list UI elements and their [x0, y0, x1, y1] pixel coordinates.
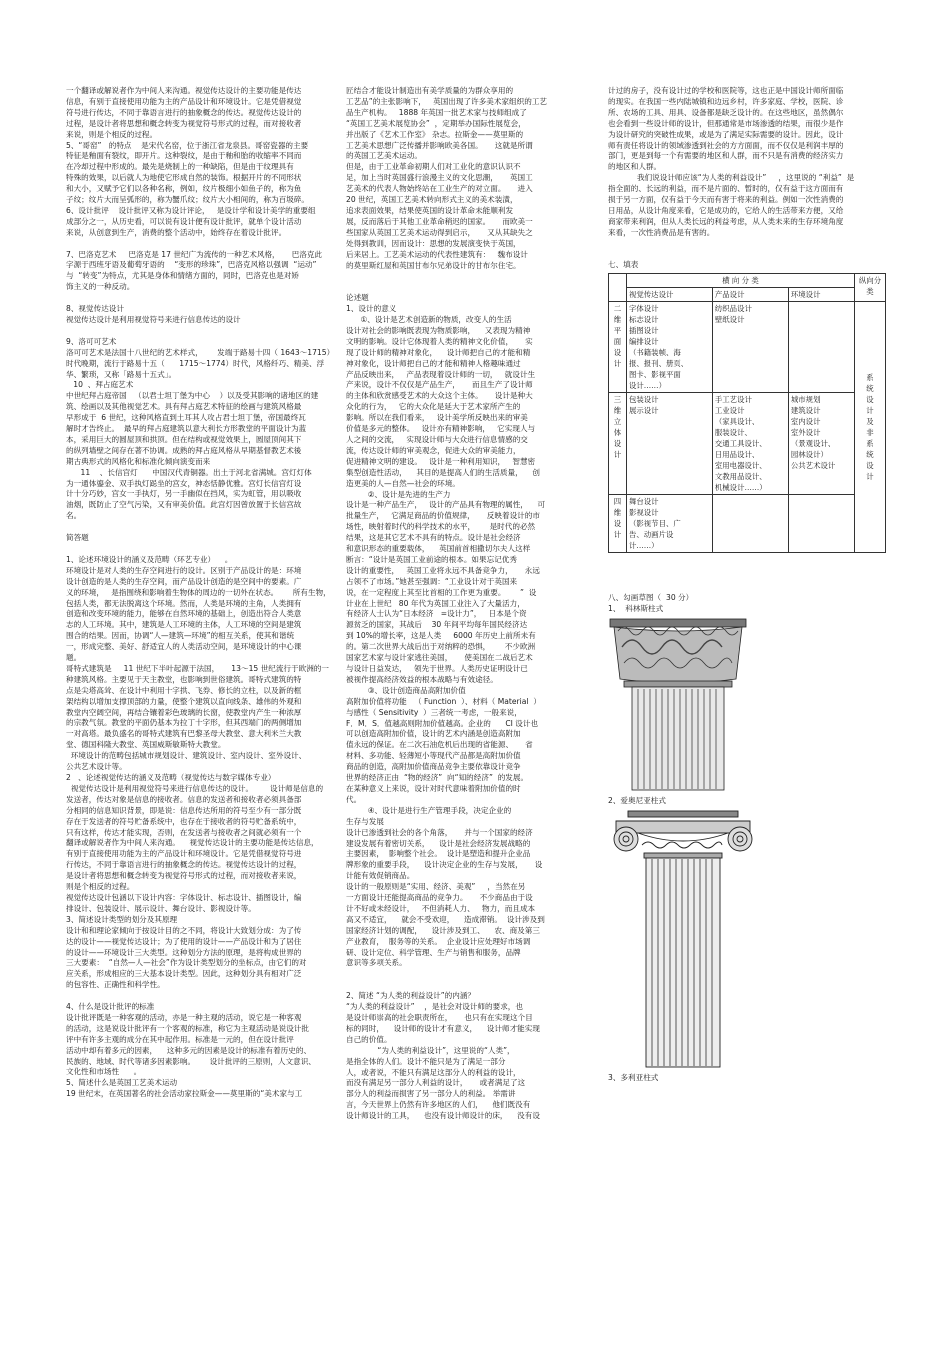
text-line: 追求表面效果，结果使英国的设计革命未能顺利发: [346, 205, 514, 215]
text-line: 为一通体鎏金、双手执灯跽坐的宫女，神态恬静优雅。宫灯长信宫灯设: [66, 478, 302, 488]
text-line: 些国家从英国工艺美术运动得到启示， 又从其缺失之: [346, 227, 533, 237]
text-line: 8、视觉传达设计: [66, 304, 124, 314]
text-line: 造更美的人—自然—社会的环境。: [346, 478, 460, 488]
table-cell-line: 插图设计: [629, 326, 659, 336]
text-line: 高又不适宜， 就会不受欢迎， 造成滞销。 设计涉及到: [346, 914, 545, 924]
text-line: 特殊的效果，以后就人为地使它形成自然的装饰。根据开片的不同形状: [66, 173, 302, 183]
text-line: 也会看到一些设计师的设计，但那通常是市场渗透的结果，而很少是作: [608, 118, 844, 128]
table-cell-line: （家具设计、: [714, 417, 760, 427]
sketch-label-doric: 3、多利亚柱式: [608, 1073, 659, 1083]
text-line: 一，形成完整、美好、舒适宜人的人类活动空间，是环境设计的中心课: [66, 642, 302, 652]
text-line: 6、设计批评 设计批评又称为设计评论， 是设计学和设计美学的重要组: [66, 205, 316, 215]
text-line: 一方面设计还能提高商品的竞争力。 不少商品由于设: [346, 893, 533, 903]
text-line: 人之间的交流， 实现设计师与大众进行信息情感的交: [346, 434, 528, 444]
sketch-label-corinthian: 1、 科林斯柱式: [608, 604, 664, 614]
text-line: 牌形象的重要手段， 设计决定企业的生存与发展， 设: [346, 860, 543, 870]
table-cell: [627, 302, 713, 393]
text-line: 只有这样，传达才能实现，否则，在发送者与接收者之间就必须有一个: [66, 827, 302, 837]
text-line: 与设计日益发达， 领先于世界。人类历史证明设计已: [346, 664, 528, 673]
text-line: ③、设计创造商品高附加价值: [346, 685, 466, 695]
text-line: 信息，有别于直接使用功能为主的产品设计和环境设计。它是凭借视觉: [66, 96, 302, 106]
text-line: 成部分之一，从历史看，可以说有设计便有设计批评，就单个设计活动: [66, 216, 302, 226]
text-line: 在某种意义上来说，设计对时代意味着附加价值的时: [346, 783, 521, 793]
text-line: 9、洛可可艺术: [66, 336, 117, 346]
text-line: 代。: [346, 794, 362, 804]
table-subheader-environment: 环境设计: [788, 288, 854, 302]
text-line: 有经济人士认为“日本经济 =设计力”， 日本是个资: [346, 609, 527, 619]
table-cell-line: 建筑设计: [790, 406, 821, 416]
text-line: 计能有效促销商品。: [346, 871, 415, 881]
text-line: 生存与发展: [346, 816, 384, 826]
column-right: [608, 86, 886, 1084]
text-line: 计不好或未经设计， 不但消耗人力、 物力，而且成本: [346, 903, 536, 913]
table-cell-line: 维: [613, 406, 622, 416]
text-line: 设计和和理论家倾向于按设计目的之不同，将设计大致划分成：为了传: [66, 925, 302, 935]
classification-table: [608, 273, 886, 553]
text-line: 来说，则是个相反的过程。: [66, 129, 158, 139]
table-cell-line: 纺织品设计: [714, 304, 752, 314]
text-line: 计过的房子，没有设计过的学校和医院等，这也正是中国设计师所面临: [608, 86, 844, 95]
table-cell-line: 四: [613, 497, 622, 507]
text-line: 主要因素， 影响整个社会。 设计是塑造和提升企业品: [346, 849, 531, 859]
table-cell-line: 公共艺术设计: [790, 461, 836, 471]
text-line: 志的人工环境。其中，建筑是人工环境的主体，人工环境的空间是建筑: [66, 620, 302, 630]
text-line: 公共艺术设计等。: [66, 762, 127, 772]
text-line: 高附加价值将功能 （ Function ）、材料（ Material ）: [346, 696, 541, 706]
text-line: 被视作提高经济效益的根本战略与有效途径。: [346, 674, 498, 684]
text-line: 中世纪拜占庭帝国 （以君士坦丁堡为中心 ）以及受其影响的诸地区的建: [66, 391, 319, 401]
table-cell-line: 服装设计、: [714, 428, 752, 438]
table-cell-line: 标志设计: [629, 315, 659, 325]
text-line: 值永远的保证。在二次石油危机后出现的省能源、 省: [346, 740, 533, 750]
corinthian-column-image: [608, 617, 748, 792]
text-line: [66, 239, 336, 250]
text-line: 2、简述 “为人类的利益设计”的内涵？: [346, 991, 476, 1001]
text-line: 的宗教气氛。教堂的平面仍基本为拉丁十字形，但其西端门的两侧增加: [66, 718, 302, 728]
text-line: “为人类的利益设计”，这里说的“人类”，: [346, 1045, 515, 1055]
text-line: 世界的经济正由 “物的经济” 向“知的经济” 的发展。: [346, 773, 529, 783]
table-cell-line: 计: [866, 472, 874, 482]
text-line: 4、什么是设计批评的标准: [66, 1002, 155, 1012]
text-line: 设计创造的是人类的生存空间，而产品设计创造的是空间中的要素。广: [66, 576, 302, 586]
text-line: 时代晚期，流行于路易十五（ 1715～1774）时代，风格纤巧、精美、浮: [66, 358, 325, 368]
text-line: 产业教育， 服务等的关系。 企业设计应处理好市场调: [346, 936, 531, 946]
table-cell-line: 告、动画片设: [629, 530, 674, 540]
text-line: 标的同时， 设计师的设计才有意义， 设计师才能实现: [346, 1023, 540, 1033]
table-row-label: [609, 495, 627, 553]
text-line: 艺美术的代表人物始终站在工业生产的对立面。 进入: [346, 184, 533, 194]
table-cell-line: 设: [613, 439, 622, 449]
text-line: 神对象化，设计师把自己的才能和精神人格趣味通过: [346, 358, 521, 368]
text-line: 1、设计的意义: [346, 304, 397, 314]
table-cell: [712, 302, 788, 393]
text-line: 场性，映射着时代的科学技术的水平， 是时代的必然: [346, 522, 536, 532]
text-line: 在冷却过程中形成的。最先是烧制上的一种缺陷，但是由于纹理具有: [66, 162, 294, 172]
text-line: 的。第二次世界大战后出于对纳粹的恐惧， 不少欧洲: [346, 642, 536, 652]
text-line: 教堂内空阔空间，再结合镶着彩色玻璃的长窗，使教堂内产生一种浓厚: [66, 707, 302, 717]
text-line: 应关系，形成相应的三大基本设计类型。因此，这种划分具有相对广泛: [66, 969, 302, 979]
text-line: 国家经济计划的调配， 设计涉及到工、 农、商及第三: [346, 925, 540, 935]
text-line: 翻译或解说者作为中间人来沟通。 视觉传达设计的主要功能是传达信息，: [66, 838, 319, 848]
text-line: 环境设计是对人类的生存空间进行的设计。区别于产品设计的是：环境: [66, 565, 302, 575]
table-cell-line: 室用电器设计、: [714, 461, 767, 471]
table-cell-line: 及: [866, 417, 874, 427]
text-line: 到 10%的增长率，这是人类 6000 年历史上前所未有: [346, 631, 536, 641]
text-line: 的地区和人群。: [608, 162, 662, 172]
text-line: 所、农场的工具、用具、设备都是缺乏设计的。在这些地区，虽然偶尔: [608, 107, 844, 117]
text-line: 5、简述什么是英国工艺美术运动: [66, 1078, 178, 1088]
table-cell-line: 舞台设计: [629, 497, 659, 507]
text-line: 的主体和欣赏感受艺术的大众这个主体。 设计是种大: [346, 391, 533, 401]
text-line: 5、“哥窑” 的特点 是宋代名窑，位于浙江省龙泉县。哥窑瓷器的主要: [66, 140, 309, 150]
table-cell-line: 壁纸设计: [714, 315, 745, 325]
text-line: 3、简述设计类型的划分及其原理: [66, 914, 178, 924]
text-line: 名。: [66, 511, 82, 521]
table-cell-line: 三: [613, 395, 622, 405]
table-cell-line: 包装设计: [629, 395, 659, 405]
text-line: [346, 980, 614, 991]
text-line: 达的设计——视觉传达设计；为了使用的设计——产品设计和为了居住: [66, 936, 302, 946]
text-line: 视觉传达设计是利用视觉符号来进行信息传达的设计: [66, 315, 241, 324]
text-line: ①、设计是艺术创造新的物质，改变人的生活: [346, 315, 512, 324]
text-line: 现了设计师的精神对象化， 设计师把自己的才能和精: [346, 347, 531, 357]
text-line: 众化的行为， 它的大众化是延大于艺术家所产生的: [346, 402, 521, 412]
table-cell-line: 设: [866, 395, 874, 405]
text-line: 分相同的信息知识背景，即是说：信息传达所用的符号至少有一部分既: [66, 805, 302, 815]
text-line: 油烟，既防止了空气污染，又有审美价值。此宫灯因曾放置于长信宫故: [66, 500, 302, 510]
text-line: 19 世纪末，在英国著名的社会活动家拉斯金——莫里斯的“美术家与工: [66, 1089, 303, 1099]
text-line: 环境设计的范畴包括城市规划设计、建筑设计、室内设计、室外设计、: [66, 751, 307, 761]
text-line: 影响。所以在我们看来， 设计美学所反映出来的审美: [346, 413, 528, 423]
text-line: 的活动，这是说设计批评有一个客观的标准，称它为主观活动是说设计批: [66, 1023, 309, 1033]
text-line: 筑、绘画以及其他视觉艺术。具有拜占庭艺术特征的绘画与建筑风格最: [66, 402, 302, 412]
text-line: 断言：“设计是英国工业前途的根本。如果忘记优秀: [346, 554, 517, 564]
table-cell-line: 设计……）: [629, 381, 666, 391]
text-line: 则是个相反的过程。: [66, 882, 135, 892]
text-line: 集型创造性活动， 其目的是提高人们的生活质量， 创: [346, 467, 540, 477]
text-line: 为设计研究的突破性成果，或是为了满足实际需要的设计。因此，设计: [608, 129, 844, 139]
sketch-heading: 八、勾画草图（ 30 分）: [608, 593, 694, 603]
text-line: 指全面的、长远的利益，而不是片面的、暂时的，仅有益于这方面而有: [608, 184, 844, 194]
text-line: 发送者，传达对象是信息的接收者。信息的发送者和接收者必须具备部: [66, 794, 302, 804]
text-line: 是指全体的人们。设计不能只是为了满足一部分: [346, 1056, 506, 1066]
table-cell-line: 机械设计……）: [714, 483, 767, 493]
table-cell-line: 二: [613, 304, 622, 314]
table-cell-line: （景观设计、: [790, 439, 836, 449]
table-header-horizontal: 横 向 分 类: [627, 274, 855, 288]
table-subheader-product: 产品设计: [712, 288, 788, 302]
text-line: 的包容性、正确性和科学性。: [66, 980, 165, 990]
text-line: 而没有满足另一部分人利益的设计， 或者满足了这: [346, 1078, 526, 1088]
text-line: 源贫乏的国家，其战后 30 年间平均每年国民经济达: [346, 620, 528, 630]
table-corner: [609, 274, 627, 302]
text-line: 一对高塔。最负盛名的哥特式建筑有巴黎圣母大教堂、意大利米兰大教: [66, 729, 302, 739]
text-line: 师有责任将设计的领域渗透到社会的方方面面，而不仅仅是利润丰厚的: [608, 140, 844, 150]
text-line: 义的环境， 是指围绕和影响着生物体的周边的一切外在状态。 所有生物，: [66, 587, 331, 597]
text-line: 人，或者说，不能只有满足这部分人的利益的设计，: [346, 1067, 521, 1077]
text-line: 的莫里斯红屋和英国甘布尔兄弟设计的甘布尔住宅。: [346, 260, 521, 270]
text-line: 可以创造高附加价值，设计的艺术内涵是创造高附加: [346, 729, 521, 739]
text-line: [66, 991, 336, 1002]
table-cell-line: 计: [613, 359, 622, 369]
text-line: 围合的结果。因而，协调“人—建筑—环境”的相互关系，使其和谐统: [66, 631, 295, 641]
text-line: 足，加上当时英国盛行浪漫主义的文化思潮， 英国工: [346, 173, 533, 183]
text-line: 国家艺术家与设计家逃往美国， 使美国在二战后艺术: [346, 653, 533, 663]
text-line: 饰主义的一种反动。: [66, 282, 135, 292]
text-line: 损于另一方面，仅有益于今天而有害于将来的利益。例如一次性消费的: [608, 195, 844, 205]
table-cell-line: 统: [866, 450, 874, 460]
table-cell-line: 编排设计: [629, 337, 659, 347]
text-line: 和意识形态的重要载体， 英国前首相撒切尔夫人这样: [346, 544, 531, 554]
text-line: [66, 326, 336, 337]
table-cell-line: 计……）: [629, 541, 659, 551]
table-cell-line: 室内设计: [790, 417, 821, 427]
text-line: 材料、多功能、轻薄短小等现代产品都是高附加价值: [346, 751, 521, 761]
text-line: 来说，从创意到生产，消费的整个活动中，始终存在着设计批评。: [66, 227, 287, 237]
text-line: 批量生产， 它满足商品的价值规律， 反映着设计的市: [346, 511, 540, 521]
text-line: 三大要素： “自然—人—社会”作为设计类型划分的坐标点，由它们的对: [66, 958, 307, 968]
text-line: 我们说设计师应该“为人类的利益设计” ，这里说的 “利益” 是: [608, 173, 855, 183]
text-line: 产来说，设计不仅仅是产品生产， 而且生产了设计师: [346, 380, 533, 390]
text-line: 洛可可艺术是法国十八世纪的艺术样式， 发端于路易十四（ 1643～1715）: [66, 347, 335, 357]
text-line: 是设计师崇高的社会职责所在， 也只有在实现这个目: [346, 1012, 533, 1022]
table-cell-line: 系: [866, 373, 874, 383]
text-line: 早形成于 6 世纪，这种风格直到土耳其人攻占君士坦丁堡，帝国最终瓦: [66, 413, 306, 423]
table-cell-line: 面: [613, 337, 622, 347]
text-line: 促进精神文明的建设。 设计是一种利用知识， 智慧密: [346, 456, 536, 466]
text-line: 11 、长信宫灯 中国汉代青铜器。出土于河北省满城。宫灯灯体: [66, 467, 312, 477]
table-cell-line: 日用品设计、: [714, 450, 760, 460]
text-line: 产品反映出来， 产品表现着设计师的一切， 就设计生: [346, 369, 536, 379]
text-line: 但是，由于工业革命初期人们对工业化的意识认识不: [346, 162, 521, 172]
text-line: 并出版了《艺术工作室》 杂志。拉斯金——莫里斯的: [346, 129, 524, 139]
text-line: 设计批评既是一种客观的活动，亦是一种主观的活动，说它是一种客观: [66, 1012, 302, 1022]
text-line: 来看，一次性消费品是有害的。: [608, 227, 715, 237]
table-row-label: [609, 393, 627, 495]
table-cell: [627, 495, 713, 553]
text-line: [346, 271, 614, 282]
table-cell-line: 设: [613, 348, 622, 358]
text-line: 设计对社会的影响既表现为物质影响， 又表现为精神: [346, 325, 531, 335]
text-line: 与感性（ Sensitivity ）三者统一考虑，一般来说，: [346, 707, 522, 717]
table-cell-line: 维: [613, 315, 622, 325]
text-line: 设计的一般原则是“实用、经济、美观” ，当然在另: [346, 882, 526, 892]
text-line: [66, 544, 336, 555]
table-cell: [712, 495, 788, 553]
text-line: 排设计、包装设计、展示设计、舞台设计、影视设计等。: [66, 903, 256, 913]
table-row-label: [609, 302, 627, 393]
text-line: 解时才告终止。 最早的拜占庭建筑以意大利长方形教堂的平面设计为蓝: [66, 424, 307, 434]
table-cell-line: 报、报刊、册页、: [629, 359, 689, 369]
text-line: 的纵列墙壁之间存在著不协调。成熟的拜占庭风格从早期基督教艺术後: [66, 445, 302, 455]
text-line: 建设发展有着密切关系， 设计是社会经济发展战略的: [346, 838, 531, 848]
table-cell-line: 维: [613, 508, 622, 518]
text-line: 子纹；纹片大而呈弧形的，称为蟹爪纹；纹片大小相间的，称为百圾碎。: [66, 195, 309, 205]
table-cell-line: 展示设计: [629, 406, 659, 416]
text-line: ④、设计是进行生产管理手段，决定企业的: [346, 805, 512, 815]
text-line: 设计是一种产品生产， 设计的产品具有物理的属性， 可: [346, 500, 546, 510]
text-line: 商家带来利润，但从人类长远的利益考虑，从人类未来的生存环境角度: [608, 216, 844, 226]
text-line: 占领不了市场。”她甚至强调：“工业设计对于英国来: [346, 576, 518, 586]
text-line: 2 、论述视觉传达的涵义及范畴（视觉传达与数字媒体专业）: [66, 773, 276, 783]
text-line: 架结构以增加支撑顶部的力量，使整个建筑以直向线条、雄伟的外观和: [66, 696, 302, 706]
table-cell-line: 计: [613, 450, 622, 460]
text-line: 是设计者将思想和概念转变为视觉符号形式的过程，而对接收者来说，: [66, 871, 302, 881]
text-line: 题。: [66, 653, 82, 663]
text-line: 研、设计定位、科学管理、生产与销售和服务，品牌: [346, 947, 521, 957]
text-line: 展，反而落后于其他工业革命稍迟的国家。 而欧美一: [346, 216, 533, 226]
text-line: 7、巴洛克艺术 巴洛克是 17 世纪广为流传的一种艺术风格， 巴洛克此: [66, 249, 323, 259]
table-cell-line: 交通工具设计、: [714, 439, 767, 449]
text-line: 品生产机构。 1888 年英国一批艺术家与技师组成了: [346, 107, 527, 117]
table-cell-line: 文教用品设计、: [714, 472, 767, 482]
text-line: 结果，这是其它艺术不具有的特点。设计是社会经济: [346, 533, 521, 543]
text-line: 的英国工艺美术运动。: [346, 151, 422, 161]
table-cell-line: 非: [866, 428, 874, 438]
text-line: 文明的影响。设计它体现着人类的精神文化价值， 实: [346, 336, 533, 346]
text-line: 包括人类，都无法脱离这个环境。然而，人类是环境的主角，人类拥有: [66, 598, 302, 608]
text-line: 部门，更是到每一个有需要的地区和人群，而不只是有消费的经济实力: [608, 151, 844, 161]
table-right-label: [855, 302, 886, 553]
text-line: 计业在上世纪 80 年代为英国工业注入了大量活力，: [346, 598, 525, 608]
table-cell-line: 工业设计: [714, 406, 745, 416]
table-cell-line: 室外设计: [790, 428, 821, 438]
table-cell-line: 设: [866, 461, 874, 471]
text-line: 和大小，又赋予它们以各种名称，例如，纹片极细小如鱼子的，称为鱼: [66, 184, 302, 194]
text-line: 一个翻译或解说者作为中间人来沟通。视觉传达设计的主要功能是传达: [66, 86, 302, 95]
text-line: 工艺美术思想广泛传播并影响欧美各国。 这就是所谓: [346, 140, 533, 150]
table-cell: [712, 393, 788, 495]
table-cell: [627, 393, 713, 495]
column-right-text: [608, 86, 886, 271]
text-line: 民族的、地域、时代等诸多因素影响。 设计批评的三原则，人文意识、: [66, 1056, 316, 1066]
text-line: 匠结合才能设计制造出有美学质量的为群众享用的: [346, 86, 514, 95]
text-line: 言，今天世界上仍然有许多地区的人们， 他们既没有: [346, 1100, 531, 1110]
text-line: 创造和改变环境的能力，能够在自然环境的基础上，创造出符合人类意: [66, 609, 302, 619]
text-line: ②、设计是先进的生产力: [346, 489, 451, 499]
text-line: [608, 250, 886, 261]
text-line: 流，传达设计师的审美观念，促进大众的审美能力，: [346, 445, 521, 455]
sketch-label-ionic: 2、爱奥尼亚柱式: [608, 796, 666, 806]
text-line: 点是尖塔高耸、在设计中利用十字拱、飞券、修长的立柱，以及新的框: [66, 685, 302, 695]
table-subheader-visual: 视觉传达设计: [627, 288, 713, 302]
column-left: [66, 86, 336, 1100]
ionic-column-image: [608, 809, 758, 1069]
text-line: [66, 522, 336, 533]
text-line: 自己的价值。: [346, 1034, 392, 1044]
text-line: [608, 239, 886, 250]
table-cell-line: 城市规划: [790, 395, 821, 405]
text-line: 说，在一定程度上其至比首相的工作更为重要。 ” 设: [346, 587, 537, 597]
table-cell-line: 图卡、影视平面: [629, 370, 681, 380]
table-header-vertical: 纵向分类: [855, 274, 886, 302]
text-line: 视觉传达设计是利用视觉符号来进行信息传达的设计。 设计师是信息的: [66, 783, 324, 793]
text-line: 10 、拜占庭艺术: [66, 380, 134, 390]
text-line: 价值是多元的整体。 设计亦有精神影响， 它实现人与: [346, 424, 536, 434]
text-line: 华、繁琐，又称「路易十五式」。: [66, 369, 177, 379]
text-line: 后来居上。工艺美术运动的代表性建筑有： 魏布设计: [346, 249, 528, 259]
text-line: 意识等多项关系。: [346, 958, 407, 968]
text-line: 活动中却有着多元的因素， 这种多元的因素是设计的标准有着历史的、: [66, 1045, 312, 1055]
table-cell-line: （影视节目、广: [629, 519, 681, 529]
table-cell-line: 字体设计: [629, 304, 659, 314]
text-line: 简答题: [66, 533, 89, 543]
text-line: 符号进行传达，不同于靠语言进行的抽象概念的传达。视觉传达设计的: [66, 107, 302, 117]
table-cell-line: 计: [613, 530, 622, 540]
text-line: 堂、德国科隆大教堂、英国威斯敏斯特大教堂。: [66, 740, 226, 750]
text-line: 设计已渗透到社会的各个角落， 并与一个国家的经济: [346, 827, 533, 837]
text-line: 行传达，不同于靠语言进行的抽象概念的传达。视觉传达设计的过程，: [66, 860, 302, 870]
table-cell-line: 立: [613, 417, 622, 427]
table-cell-line: 设: [613, 519, 622, 529]
table-cell-line: 影视设计: [629, 508, 659, 518]
text-line: 设计的重要性， 英国工业将永远不具备竞争力， 永远: [346, 565, 540, 575]
text-line: “英国工艺美术展览协会” ，定期举办国际性展览会，: [346, 118, 526, 128]
text-line: 处得到教训，因而设计：思想的发展演变快于英国，: [346, 238, 521, 248]
text-line: 存在于发送者的符号贮备系统中，也存在于接收者的符号贮备系统中，: [66, 816, 302, 826]
text-line: 期古典形式的风格化和标准化倾向演变而来: [66, 456, 211, 466]
text-line: 商品的创造，高附加价值商品竞争主要依靠设计竞争: [346, 762, 521, 772]
text-line: 哥特式建筑是 11 世纪下半叶起源于法国， 13～15 世纪流行于欧洲的一: [66, 663, 329, 673]
text-line: 种建筑风格。主要见于天主教堂，也影响到世俗建筑。哥特式建筑的特: [66, 674, 302, 684]
text-line: “为人类的利益设计” ，是社会对设计师的要求，也: [346, 1002, 523, 1012]
text-line: 过程，是设计者将思想和概念转变为视觉符号形式的过程，而对接收者: [66, 118, 302, 128]
table-cell-line: 体: [613, 428, 622, 438]
text-line: 的现实。在我国一些内陆城镇和边远乡村，许多家庭、学校，医院、诊: [608, 96, 844, 106]
text-line: 本，采用巨大的圆屋顶和拱顶。但在结构或视觉效果上，圆屋顶间其下: [66, 434, 302, 444]
text-line: 设计师设计的工具， 也没有设计师设计的床， 没有设: [346, 1111, 540, 1121]
text-line: 计十分巧妙，宫女一手执灯，另一手幽似在挡风，实为虹管，用以吸收: [66, 489, 302, 499]
text-line: 的设计——环境设计三大类型。这种划分方法的原理，是将构成世界的: [66, 947, 302, 957]
text-line: [346, 282, 614, 293]
table-cell-line: （书籍装帧、海: [629, 348, 681, 358]
table-cell: [788, 495, 854, 553]
table-cell: [788, 302, 854, 393]
text-line: 部分人的利益而损害了另一部分人的利益。 举需讲: [346, 1089, 516, 1099]
text-line: 日用品，从设计角度来看，它是成功的，它给人的生活带来方便，又给: [608, 205, 844, 215]
text-line: 20 世纪，英国工艺美术转向形式主义的美术装潢，: [346, 195, 518, 205]
text-line: 文化性和市场性 。: [66, 1067, 142, 1077]
text-line: F．M．S．值越高则附加价值越高。企业的 CI 设计也: [346, 718, 539, 728]
text-line: [346, 969, 614, 980]
text-line: 与 “转变”为特点，尤其是身体和情绪方面的，同时，巴洛克也是对矫: [66, 271, 299, 281]
table-cell-line: 统: [866, 384, 874, 394]
table-cell-line: 手工艺设计: [714, 395, 752, 405]
text-line: 特征是釉面有裂纹，即开片。这种裂纹，是由于釉和胎的收缩率不同而: [66, 151, 302, 161]
text-line: 1、论述环境设计的涵义及范畴（环艺专业） 。: [66, 554, 233, 564]
text-line: [66, 293, 336, 304]
text-line: 七、填表: [608, 260, 639, 270]
text-line: 视觉传达设计包涵以下设计内容：字体设计、标志设计、插图设计，编: [66, 892, 302, 902]
table-cell-line: 平: [613, 326, 622, 336]
text-line: 字源于西班牙语及葡萄牙语的 “变形的珍珠”，巴洛克风格以强调 “运动”: [66, 260, 317, 270]
column-middle: [346, 86, 614, 1122]
text-line: 评中有许多主观的成分在其中起作用。标准是一元的，但在设计批评: [66, 1034, 294, 1044]
text-line: 有别于直接使用功能为主的产品设计和环境设计。它是凭借视觉符号进: [66, 849, 302, 859]
text-line: 工艺品”的主张影响下， 英国出现了许多美术家组织的工艺: [346, 96, 548, 106]
text-line: 论述题: [346, 293, 369, 303]
table-cell-line: 园林设计）: [790, 450, 828, 460]
table-cell-line: 系: [866, 439, 874, 449]
table-cell: [788, 393, 854, 495]
table-cell-line: 计: [866, 406, 874, 416]
